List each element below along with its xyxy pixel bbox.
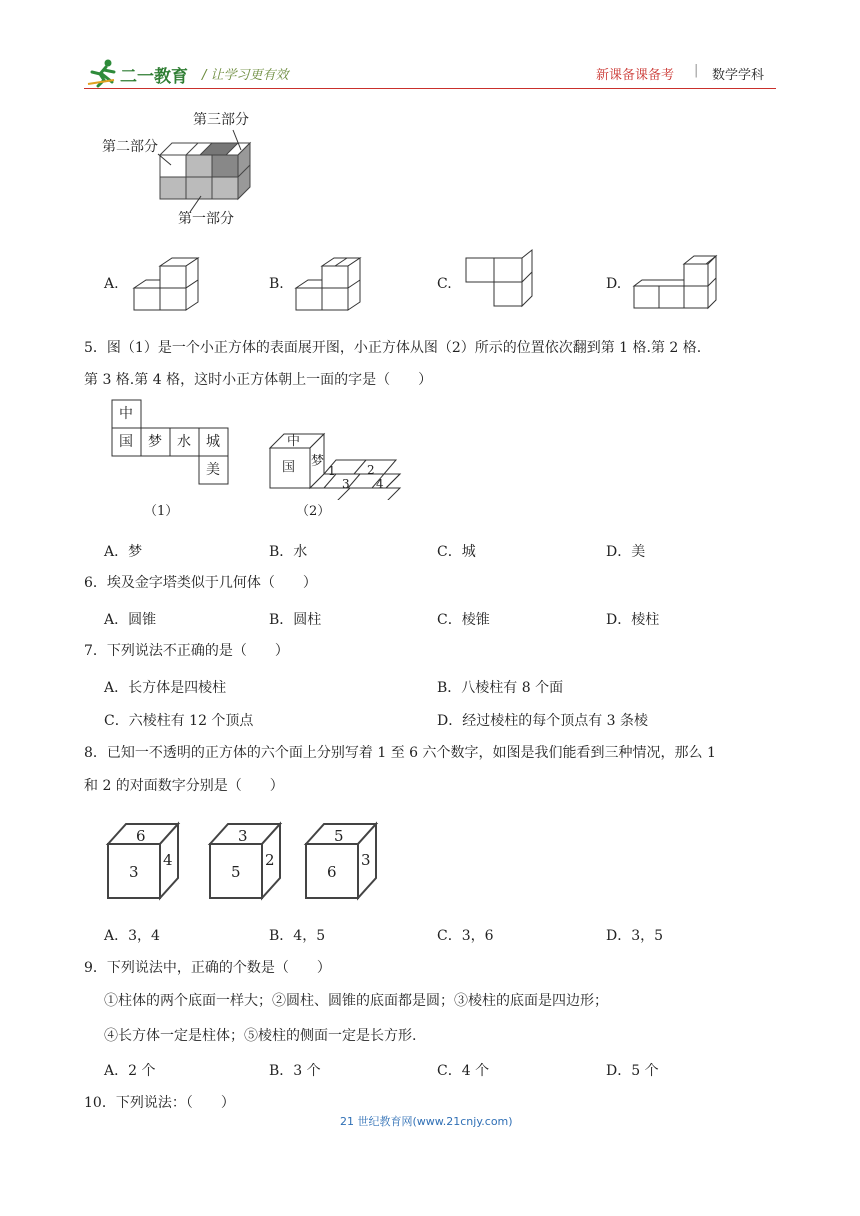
- q9-statements-line2: ④长方体一定是柱体；⑤棱柱的侧面一定是长方形.: [104, 1028, 417, 1044]
- q8-cube-3-front: 6: [327, 863, 337, 881]
- q5-cube-char-meng: 梦: [311, 454, 325, 469]
- footer-source[interactable]: 21 世纪教育网(www.21cnjy.com): [340, 1115, 513, 1128]
- q4-label-part2: 第二部分: [102, 139, 158, 155]
- q7-option-d[interactable]: D．经过棱柱的每个顶点有 3 条棱: [437, 713, 649, 729]
- q4-option-a-figure: [128, 254, 218, 320]
- q8-cube-2-side: 2: [265, 851, 275, 869]
- q4-label-part1: 第一部分: [178, 211, 234, 227]
- q6-option-c[interactable]: C．棱锥: [437, 612, 490, 628]
- q8-cube-1: [104, 818, 184, 904]
- q7-option-c[interactable]: C．六棱柱有 12 个顶点: [104, 713, 254, 729]
- logo-runner-icon: [84, 58, 122, 88]
- q5-question-line2: 第 3 格.第 4 格，这时小正方体朝上一面的字是（ ）: [84, 372, 433, 388]
- q4-option-b-figure: [292, 254, 382, 320]
- q5-option-c[interactable]: C．城: [437, 544, 476, 560]
- q5-net-figure: [108, 398, 238, 528]
- q9-question: 9．下列说法中，正确的个数是（ ）: [84, 960, 331, 976]
- q8-cube-3-side: 3: [361, 851, 371, 869]
- header-course-label: 新课备课备考: [596, 68, 675, 83]
- q4-options: [0, 248, 860, 323]
- q9-option-a[interactable]: A．2 个: [104, 1063, 156, 1079]
- header-separator: |: [694, 63, 699, 78]
- q8-option-a[interactable]: A．3，4: [104, 928, 160, 944]
- q5-roll-figure: [266, 430, 416, 530]
- q8-cube-1-front: 3: [129, 863, 139, 881]
- q4-option-c-figure: [460, 248, 560, 320]
- q5-question-line1: 5．图（1）是一个小正方体的表面展开图，小正方体从图（2）所示的位置依次翻到第 1 格.第 2 格.: [84, 340, 702, 356]
- header-subject: 数学学科: [712, 68, 765, 83]
- q5-fig2-caption: （2）: [296, 504, 331, 519]
- q5-net-char-mei: 美: [206, 462, 220, 478]
- q8-cube-2: [206, 818, 286, 904]
- q4-option-a-label[interactable]: A.: [104, 276, 119, 292]
- q5-cube-char-zhong: 中: [287, 434, 301, 449]
- q5-net-char-cheng: 城: [206, 434, 220, 450]
- q4-label-part3: 第三部分: [193, 112, 249, 128]
- q4-option-d-label[interactable]: D.: [606, 276, 622, 292]
- q8-cube-3: [302, 818, 382, 904]
- q9-option-d[interactable]: D．5 个: [606, 1063, 659, 1079]
- header: [0, 0, 860, 100]
- header-rule: [84, 88, 776, 89]
- q7-question: 7．下列说法不正确的是（ ）: [84, 643, 289, 659]
- q4-figure: [96, 110, 276, 235]
- q5-net-char-zhong: 中: [119, 406, 133, 422]
- q5-net-char-shui: 水: [177, 434, 191, 450]
- q9-option-b[interactable]: B．3 个: [269, 1063, 321, 1079]
- q6-option-b[interactable]: B．圆柱: [269, 612, 322, 628]
- logo-text: 二一教育: [120, 67, 188, 87]
- q5-grid-num-1: 1: [328, 464, 336, 478]
- q9-option-c[interactable]: C．4 个: [437, 1063, 490, 1079]
- q8-cube-1-top: 6: [136, 827, 146, 845]
- q5-grid-num-2: 2: [367, 463, 375, 477]
- q5-net-char-guo: 国: [119, 434, 133, 450]
- q5-option-d[interactable]: D．美: [606, 544, 646, 560]
- q6-option-d[interactable]: D．棱柱: [606, 612, 660, 628]
- q8-cube-2-top: 3: [238, 827, 248, 845]
- q9-statements-line1: ①柱体的两个底面一样大；②圆柱、圆锥的底面都是圆；③棱柱的底面是四边形；: [104, 993, 608, 1009]
- q8-cube-2-front: 5: [231, 863, 241, 881]
- q6-question: 6．埃及金字塔类似于几何体（ ）: [84, 575, 317, 591]
- q8-cube-1-side: 4: [163, 851, 173, 869]
- q5-option-a[interactable]: A．梦: [104, 544, 143, 560]
- q8-cube-3-top: 5: [334, 827, 344, 845]
- q4-option-c-label[interactable]: C.: [437, 276, 452, 292]
- q5-cube-char-guo: 国: [282, 460, 296, 475]
- q5-net-char-meng: 梦: [148, 434, 162, 450]
- q8-option-b[interactable]: B．4，5: [269, 928, 326, 944]
- q6-option-a[interactable]: A．圆锥: [104, 612, 157, 628]
- q4-option-d-figure: [628, 252, 728, 318]
- q8-question-line1: 8．已知一不透明的正方体的六个面上分别写着 1 至 6 六个数字，如图是我们能看到三种情况，那么 1: [84, 745, 716, 761]
- q4-option-b-label[interactable]: B.: [269, 276, 284, 292]
- q8-option-d[interactable]: D．3，5: [606, 928, 664, 944]
- q5-grid-num-4: 4: [376, 477, 384, 491]
- q7-option-a[interactable]: A．长方体是四棱柱: [104, 680, 227, 696]
- q7-option-b[interactable]: B．八棱柱有 8 个面: [437, 680, 564, 696]
- header-slogan: / 让学习更有效: [202, 68, 289, 83]
- q5-fig1-caption: （1）: [144, 504, 179, 519]
- q8-question-line2: 和 2 的对面数字分别是（ ）: [84, 778, 284, 794]
- q5-option-b[interactable]: B．水: [269, 544, 308, 560]
- q5-grid-num-3: 3: [342, 477, 350, 491]
- q10-question: 10．下列说法：（ ）: [84, 1095, 235, 1111]
- q8-option-c[interactable]: C．3，6: [437, 928, 494, 944]
